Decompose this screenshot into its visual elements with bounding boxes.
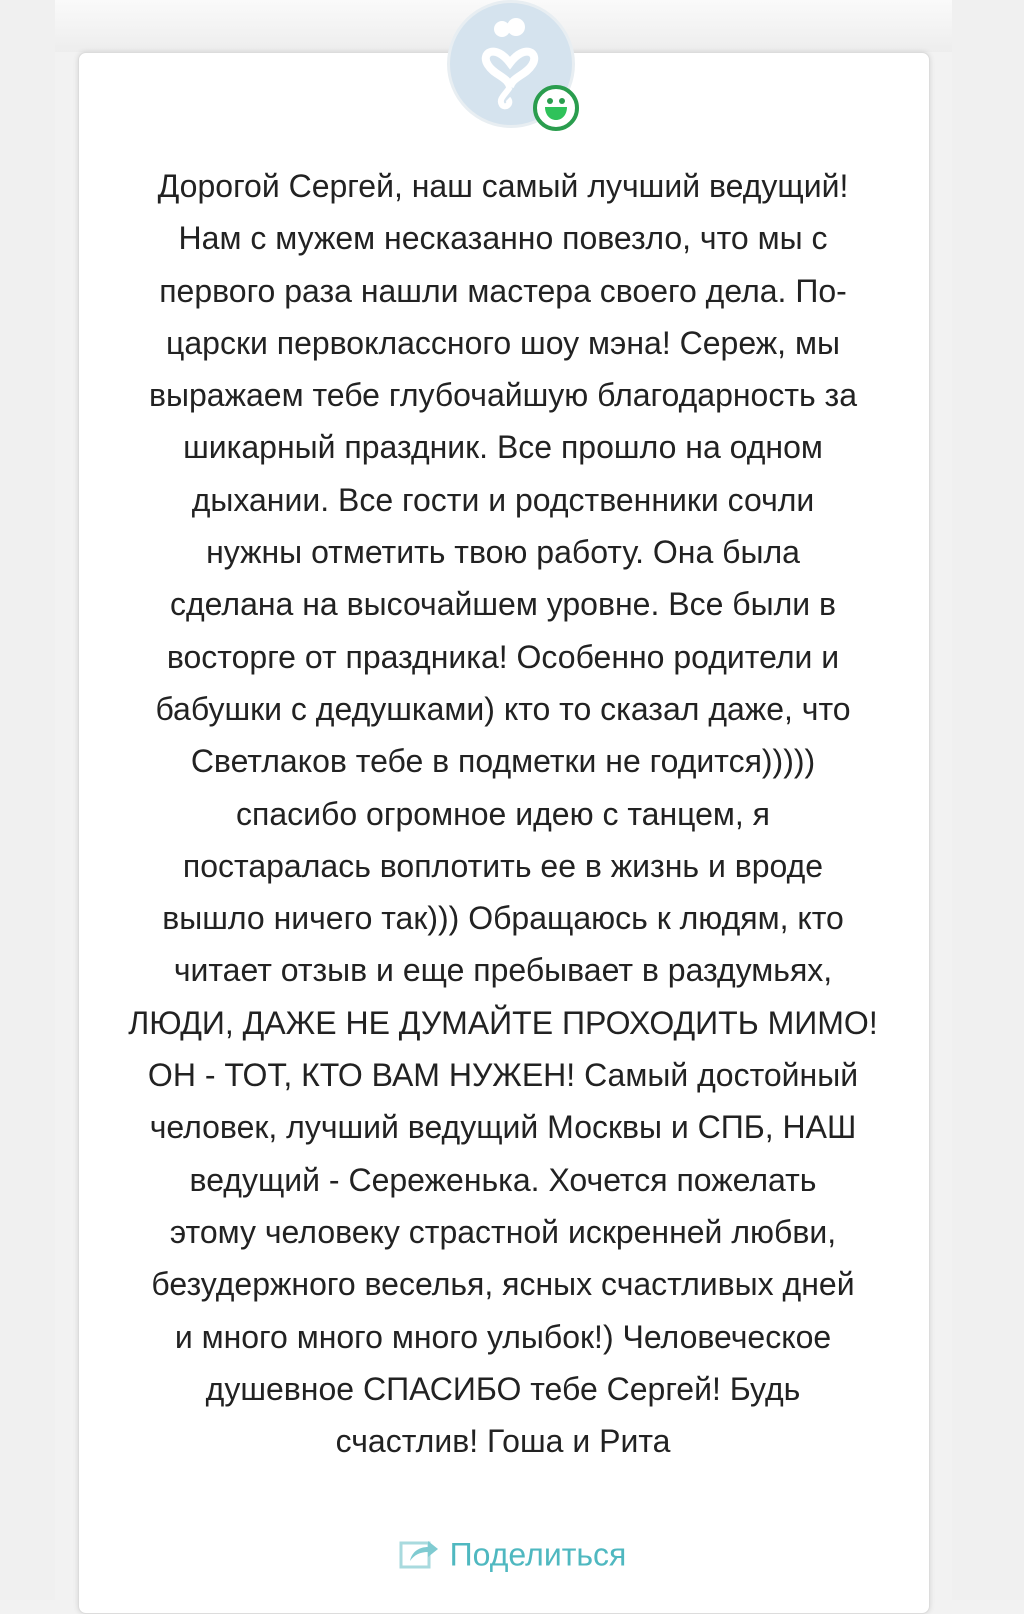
share-button[interactable] xyxy=(0,1535,1024,1579)
review-line: царски первоклассного шоу мэна! Сереж, мы xyxy=(166,324,840,361)
review-line: человек, лучший ведущий Москвы и СПБ, НАШ xyxy=(149,1109,857,1146)
review-line: нужны отметить твою работу. Она была xyxy=(206,534,800,571)
review-line: выражаем тебе глубочайшую благодарность за xyxy=(148,377,858,414)
share-icon xyxy=(398,1535,442,1579)
review-line: Светлаков тебе в подметки не годится))))) xyxy=(190,743,816,780)
review-line: душевное СПАСИБО тебе Сергей! Будь xyxy=(205,1370,801,1407)
review-line: безудержного веселья, ясных счастливых дней xyxy=(151,1266,855,1303)
review-line: восторге от праздника! Особенно родители и xyxy=(166,638,840,675)
left-margin xyxy=(0,0,55,1600)
smile-icon xyxy=(533,85,579,131)
right-margin xyxy=(952,0,1024,1600)
review-line: ЛЮДИ, ДАЖЕ НЕ ДУМАЙТЕ ПРОХОДИТЬ МИМО! xyxy=(128,1004,878,1041)
review-line: Дорогой Сергей, наш самый лучший ведущий! xyxy=(157,168,849,204)
review-line: дыхании. Все гости и родственники сочли xyxy=(191,481,815,518)
review-line: этому человеку страстной искренней любви, xyxy=(169,1213,837,1250)
review-line: счастлив! Гоша и Рита xyxy=(335,1423,671,1460)
review-text xyxy=(78,160,928,1467)
review-line: шикарный праздник. Все прошло на одном xyxy=(183,429,823,466)
review-line: ведущий - Сереженька. Хочется пожелать xyxy=(189,1161,817,1198)
review-line: бабушки с дедушками) кто то сказал даже, что xyxy=(155,690,851,727)
review-line: и много много много улыбок!) Человеческое xyxy=(174,1318,832,1355)
share-label: Поделиться xyxy=(449,1536,627,1573)
review-line: первого раза нашли мастера своего дела. По- xyxy=(159,272,847,309)
review-line: ОН - ТОТ, КТО ВАМ НУЖЕН! Самый достойный xyxy=(147,1057,859,1094)
review-line: постаралась воплотить ее в жизнь и вроде xyxy=(182,847,824,884)
review-line: вышло ничего так))) Обращаюсь к людям, кто xyxy=(162,900,844,937)
review-line: спасибо огромное идею с танцем, я xyxy=(236,795,770,832)
review-line: читает отзыв и еще пребывает в раздумьях, xyxy=(173,952,833,989)
review-line: Нам с мужем несказанно повезло, что мы с xyxy=(178,220,828,257)
review-line: сделана на высочайшем уровне. Все были в xyxy=(169,586,837,623)
